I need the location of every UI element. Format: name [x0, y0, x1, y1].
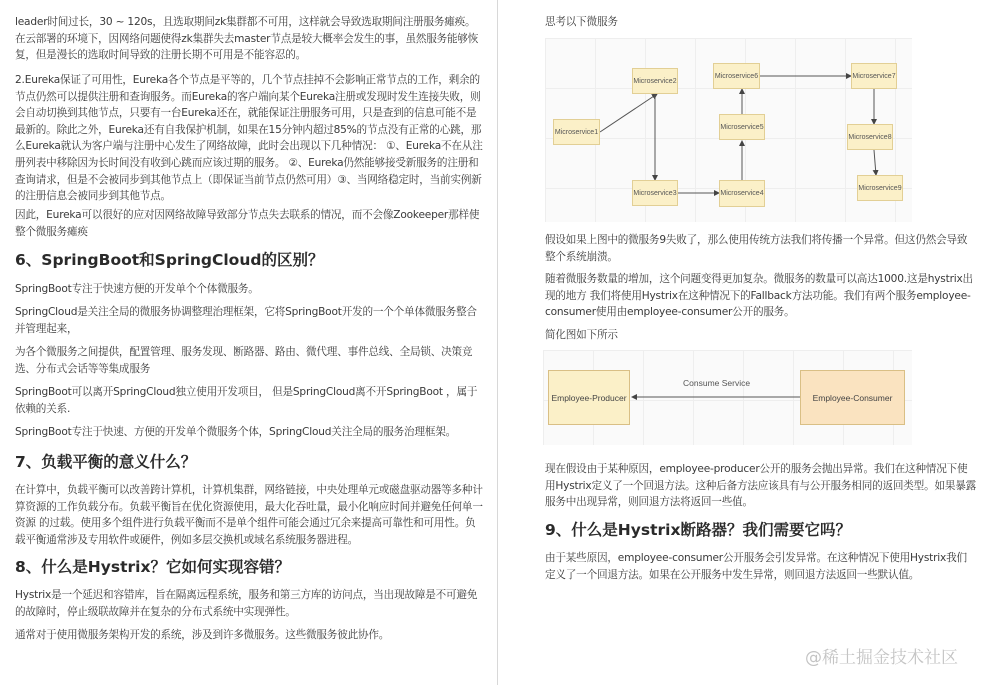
paragraph: 由于某些原因，employee-consumer公开服务会引发异常。在这种情况下使用Hystrix我们定义了一个回退方法。如果在公开服务中发生异常，则回退方法返回一些默认值。 [545, 552, 967, 581]
paragraph: 在计算中，负载平衡可以改善跨计算机，计算机集群，网络链接，中央处理单元或磁盘驱动器等多种计算资源的工作负载分布。负载平衡旨在优化资源使用，最大化吞吐量，最小化响应时间并避免任何单一资源 的过载。使用多个组件进行负载平衡而不是单个组件可能会通过冗余来提高可靠性和可用性。负载平衡通常涉及专用软件或硬件，例如多层交换机或域名系统服务器进程。 [15, 484, 483, 546]
node-microservice7: Microservice7 [851, 63, 897, 89]
heading-6: 6、SpringBoot和SpringCloud的区别？ [15, 251, 324, 269]
node-microservice2: Microservice2 [632, 68, 678, 94]
node-microservice5: Microservice5 [719, 114, 765, 140]
paragraph: 通常对于使用微服务架构开发的系统，涉及到许多微服务。这些微服务彼此协作。 [15, 629, 390, 641]
paragraph: 简化图如下所示 [545, 329, 618, 341]
paragraph: 思考以下微服务 [545, 16, 618, 28]
employee-diagram [543, 350, 912, 445]
paragraph: 为各个微服务之间提供，配置管理、服务发现、断路器、路由、微代理、事件总线、全局锁、决策竞选、分布式会话等等集成服务 [15, 346, 473, 375]
paragraph: leader时间过长，30 ~ 120s，且选取期间zk集群都不可用，这样就会导致选取期间注册服务瘫痪。在云部署的环境下，因网络问题使得zk集群失去master节点是较大概率会发生的事，虽然服务能够恢复，但是漫长的选取时间导致的注册长期不可用是不能容忍的。 [15, 16, 479, 62]
node-microservice9: Microservice9 [857, 175, 903, 201]
paragraph: Hystrix是一个延迟和容错库，旨在隔离远程系统，服务和第三方库的访问点，当出现故障是不可避免的故障时，停止级联故障并在复杂的分布式系统中实现弹性。 [15, 589, 478, 618]
paragraph: 现在假设由于某种原因，employee-producer公开的服务会抛出异常。我们在这种情况下使用Hystrix定义了一个回退方法。这种后备方法应该具有与公开服务相同的返回类型。如果暴露服务中出现异常，则回退方法将返回一些值。 [545, 463, 977, 509]
node-microservice8: Microservice8 [847, 124, 893, 150]
node-microservice3: Microservice3 [632, 180, 678, 206]
paragraph: SpringCloud是关注全局的微服务协调整理治理框架，它将SpringBoot开发的一个个单体微服务整合并管理起来， [15, 306, 477, 335]
paragraph: SpringBoot专注于快速方便的开发单个个体微服务。 [15, 283, 259, 295]
edge-label: Consume Service [683, 378, 751, 388]
heading-8: 8、什么是Hystrix？它如何实现容错？ [15, 558, 290, 576]
heading-9: 9、什么是Hystrix断路器？我们需要它吗？ [545, 521, 851, 539]
node-microservice4: Microservice4 [719, 180, 765, 207]
node-microservice1: Microservice1 [553, 119, 600, 145]
node-employee-consumer: Employee-Consumer [800, 370, 905, 425]
column-divider [497, 0, 498, 685]
paragraph: SpringBoot可以离开SpringCloud独立使用开发项目， 但是SpringCloud离不开SpringBoot ，属于依赖的关系. [15, 386, 478, 415]
paragraph: 因此，Eureka可以很好的应对因网络故障导致部分节点失去联系的情况，而不会像Zookeeper那样使整个微服务瘫痪 [15, 209, 480, 238]
paragraph: SpringBoot专注于快速、方便的开发单个微服务个体，SpringCloud关注全局的服务治理框架。 [15, 426, 457, 438]
heading-7: 7、负载平衡的意义什么？ [15, 453, 197, 471]
paragraph: 假设如果上图中的微服务9失败了，那么使用传统方法我们将传播一个异常。但这仍然会导致整个系统崩溃。 [545, 234, 968, 263]
node-microservice6: Microservice6 [713, 63, 760, 89]
paragraph: 2.Eureka保证了可用性，Eureka各个节点是平等的，几个节点挂掉不会影响正常节点的工作，剩余的节点仍然可以提供注册和查询服务。而Eureka的客户端向某个Eureka注册或发现时发生连接失败，则会自动切换到其他节点，只要有一台Eureka还在，就能保证注册服务可用，只是查到的信息可能不是最新的。除此之外，Eureka还有自我保护机制，如果在15分钟内超过85%的节点没有正常的心跳，那么Eureka就认为客户端与注册中心发生了网络故障，此时会出现以下几种情况： ①、Eureka不在从注册列表中移除因为长时间没有收到心跳而应该过期的服务。 ②、Eureka仍然能够接受新服务的注册和查询请求，但是不会被同步到其他节点上（即保证当前节点仍然可用）③、当网络稳定时，当前实例新的注册信息会被同步到其他节点。 [15, 74, 483, 203]
watermark: @稀土掘金技术社区 [805, 648, 958, 668]
paragraph: 随着微服务数量的增加，这个问题变得更加复杂。微服务的数量可以高达1000.这是hystrix出现的地方 我们将使用Hystrix在这种情况下的Fallback方法功能。我们有两个服务employee-consumer使用由employee-consumer公开的服务。 [545, 273, 973, 319]
node-employee-producer: Employee-Producer [548, 370, 630, 425]
microservice-diagram [545, 38, 912, 222]
